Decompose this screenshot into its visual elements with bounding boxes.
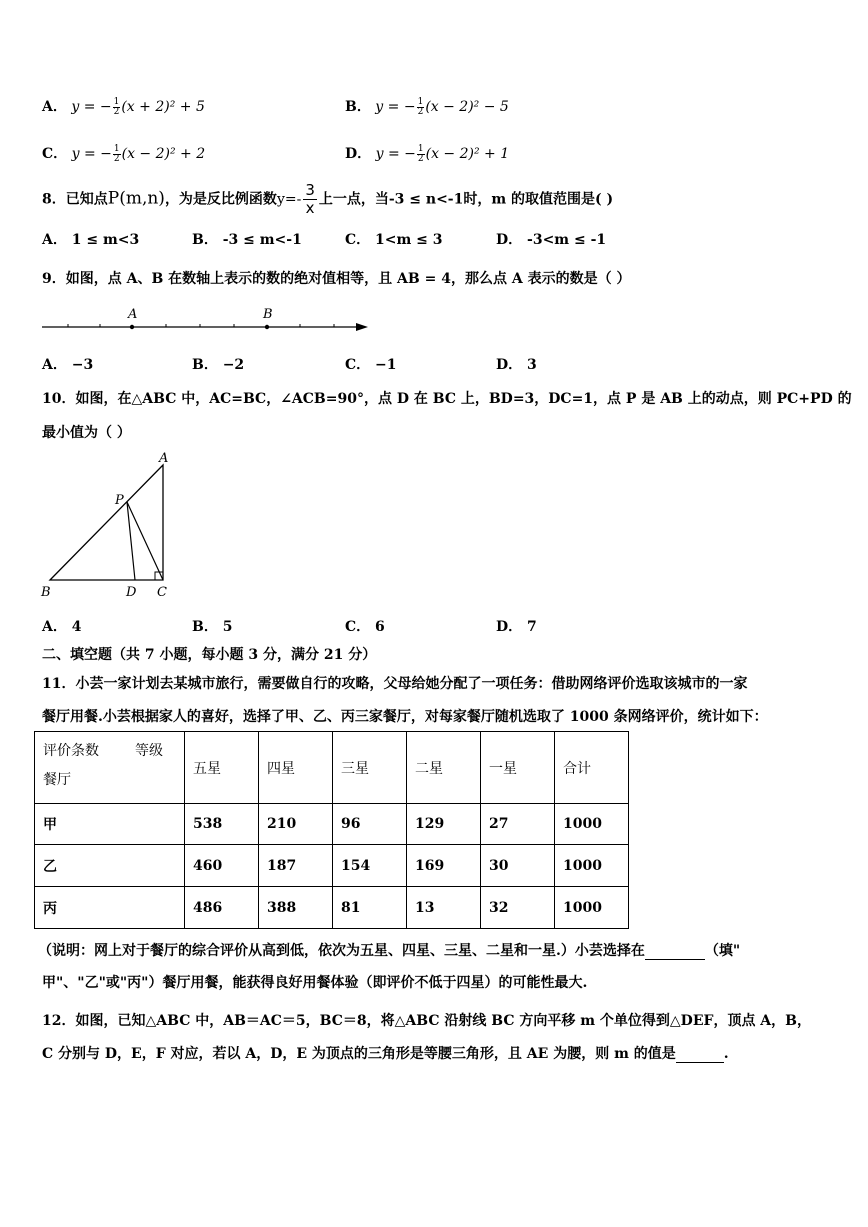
label-b: B [41, 585, 51, 600]
q10-stem-line2: 最小值为（ ） [42, 425, 131, 441]
table-header-cell: 五星 [185, 732, 259, 804]
answer-blank [676, 1046, 724, 1063]
table-cell: 129 [407, 804, 481, 845]
table-cell: 32 [481, 887, 555, 929]
point-a-label: A [128, 307, 138, 322]
fraction-half: $\frac{1}{2}$ [417, 143, 424, 164]
table-cell: 210 [259, 804, 333, 845]
row-name: 甲 [35, 804, 185, 845]
option-expr-post: (x + 2)² + 5 [121, 99, 205, 115]
point-b-dot [265, 325, 269, 329]
label-p: P [115, 493, 124, 508]
number-line-figure [36, 300, 376, 340]
table-header-cell: 四星 [259, 732, 333, 804]
q9-stem: 9．如图，点 A、B 在数轴上表示的数的绝对值相等，且 AB = 4，那么点 A 表示的数是（ ） [42, 271, 631, 287]
table-cell: 27 [481, 804, 555, 845]
q10-option-c: C． 6 [345, 619, 385, 635]
q8-option-d: D． -3<m ≤ -1 [496, 232, 607, 248]
table-cell: 96 [333, 804, 407, 845]
table-cell: 187 [259, 845, 333, 887]
table-cell: 81 [333, 887, 407, 929]
option-expr-post: (x − 2)² + 2 [121, 146, 206, 162]
option-expr-pre: y = − [375, 146, 416, 162]
table-cell: 30 [481, 845, 555, 887]
segment-pd [127, 502, 135, 580]
q12-stem-line2: C 分别与 D，E，F 对应，若以 A，D，E 为顶点的三角形是等腰三角形，且 AE 为腰，则 m 的值是 . [42, 1046, 729, 1062]
option-letter: B． [345, 99, 371, 115]
table-header-cell: 三星 [333, 732, 407, 804]
option-expr-pre: y = − [71, 146, 112, 162]
q11-note-line2: 甲"、"乙"或"丙"）餐厅用餐，能获得良好用餐体验（即评价不低于四星）的可能性最大. [42, 975, 588, 991]
q9-option-c: C． −1 [345, 357, 397, 373]
table-header-cell: 合计 [555, 732, 629, 804]
q11-stem-line2: 餐厅用餐.小芸根据家人的喜好，选择了甲、乙、丙三家餐厅，对每家餐厅随机选取了 1000 条网络评价，统计如下： [42, 709, 768, 725]
table-cell: 388 [259, 887, 333, 929]
q11-stem-line1: 11．小芸一家计划去某城市旅行，需要做自行的攻略，父母给她分配了一项任务：借助网络评价选取该城市的一家 [42, 676, 748, 692]
triangle-figure [36, 448, 186, 606]
q9-option-a: A． −3 [42, 357, 94, 373]
q11-note-line1: （说明：网上对于餐厅的综合评价从高到低，依次为五星、四星、三星、二星和一星.）小芸选择在 （填" [38, 943, 741, 959]
label-a: A [159, 451, 169, 466]
q10-option-b: B． 5 [192, 619, 233, 635]
row-name: 乙 [35, 845, 185, 887]
option-letter: D． [345, 146, 372, 162]
q7-option-d [345, 143, 509, 164]
table-cell: 1000 [555, 804, 629, 845]
option-expr-post: (x − 2)² − 5 [425, 99, 509, 115]
segment-pc [127, 502, 163, 580]
q8-option-a: A． 1 ≤ m<3 [42, 232, 140, 248]
q12-stem-line1: 12．如图，已知△ABC 中，AB＝AC＝5，BC＝8，将△ABC 沿射线 BC 方向平移 m 个单位得到△DEF，顶点 A，B， [42, 1013, 812, 1029]
option-letter: A． [42, 99, 67, 115]
q7-option-a [42, 96, 205, 117]
table-header-row [35, 732, 629, 804]
table-header-cell: 一星 [481, 732, 555, 804]
table-row [35, 804, 629, 845]
table-header-cell: 二星 [407, 732, 481, 804]
section-heading: 二、填空题（共 7 小题，每小题 3 分，满分 21 分） [42, 647, 377, 663]
q9-option-b: B． −2 [192, 357, 245, 373]
table-row [35, 887, 629, 929]
table-corner-cell: 评价条数 等级 餐厅 [35, 732, 185, 804]
answer-blank [645, 943, 705, 960]
q9-option-d: D． 3 [496, 357, 537, 373]
table-cell: 169 [407, 845, 481, 887]
table-cell: 538 [185, 804, 259, 845]
fraction-3-over-x: $\frac{3}{x}$ [305, 181, 315, 217]
point-a-dot [130, 325, 134, 329]
q8-option-c: C． 1<m ≤ 3 [345, 232, 443, 248]
q7-option-b [345, 96, 509, 117]
option-expr-pre: y = − [71, 99, 112, 115]
fraction-half: $\frac{1}{2}$ [113, 143, 120, 164]
q8-option-b: B． -3 ≤ m<-1 [192, 232, 302, 248]
rating-table [34, 731, 629, 929]
number-line-arrow [356, 323, 368, 331]
option-expr-post: (x − 2)² + 1 [425, 146, 510, 162]
label-c: C [157, 585, 167, 600]
table-cell: 486 [185, 887, 259, 929]
table-cell: 1000 [555, 845, 629, 887]
option-expr-pre: y = − [375, 99, 416, 115]
triangle-abc [50, 465, 163, 580]
q10-option-a: A． 4 [42, 619, 82, 635]
fraction-half: $\frac{1}{2}$ [113, 96, 120, 117]
point-b-label: B [263, 307, 273, 322]
option-letter: C． [42, 146, 68, 162]
row-name: 丙 [35, 887, 185, 929]
label-d: D [126, 585, 137, 600]
table-cell: 460 [185, 845, 259, 887]
table-row [35, 845, 629, 887]
table-cell: 154 [333, 845, 407, 887]
q10-stem-line1: 10．如图，在△ABC 中，AC=BC，∠ACB=90°，点 D 在 BC 上，BD=3，DC=1，点 P 是 AB 上的动点，则 PC+PD 的 [42, 391, 852, 407]
q7-option-c [42, 143, 205, 164]
table-cell: 13 [407, 887, 481, 929]
fraction-half: $\frac{1}{2}$ [417, 96, 424, 117]
table-cell: 1000 [555, 887, 629, 929]
q10-option-d: D． 7 [496, 619, 537, 635]
q8-stem: 8．已知点P(m,n)，为是反比例函数y=- $\frac{3}{x}$ 上一点，当-3 ≤ n<-1时，m 的取值范围是( ) [42, 181, 614, 217]
